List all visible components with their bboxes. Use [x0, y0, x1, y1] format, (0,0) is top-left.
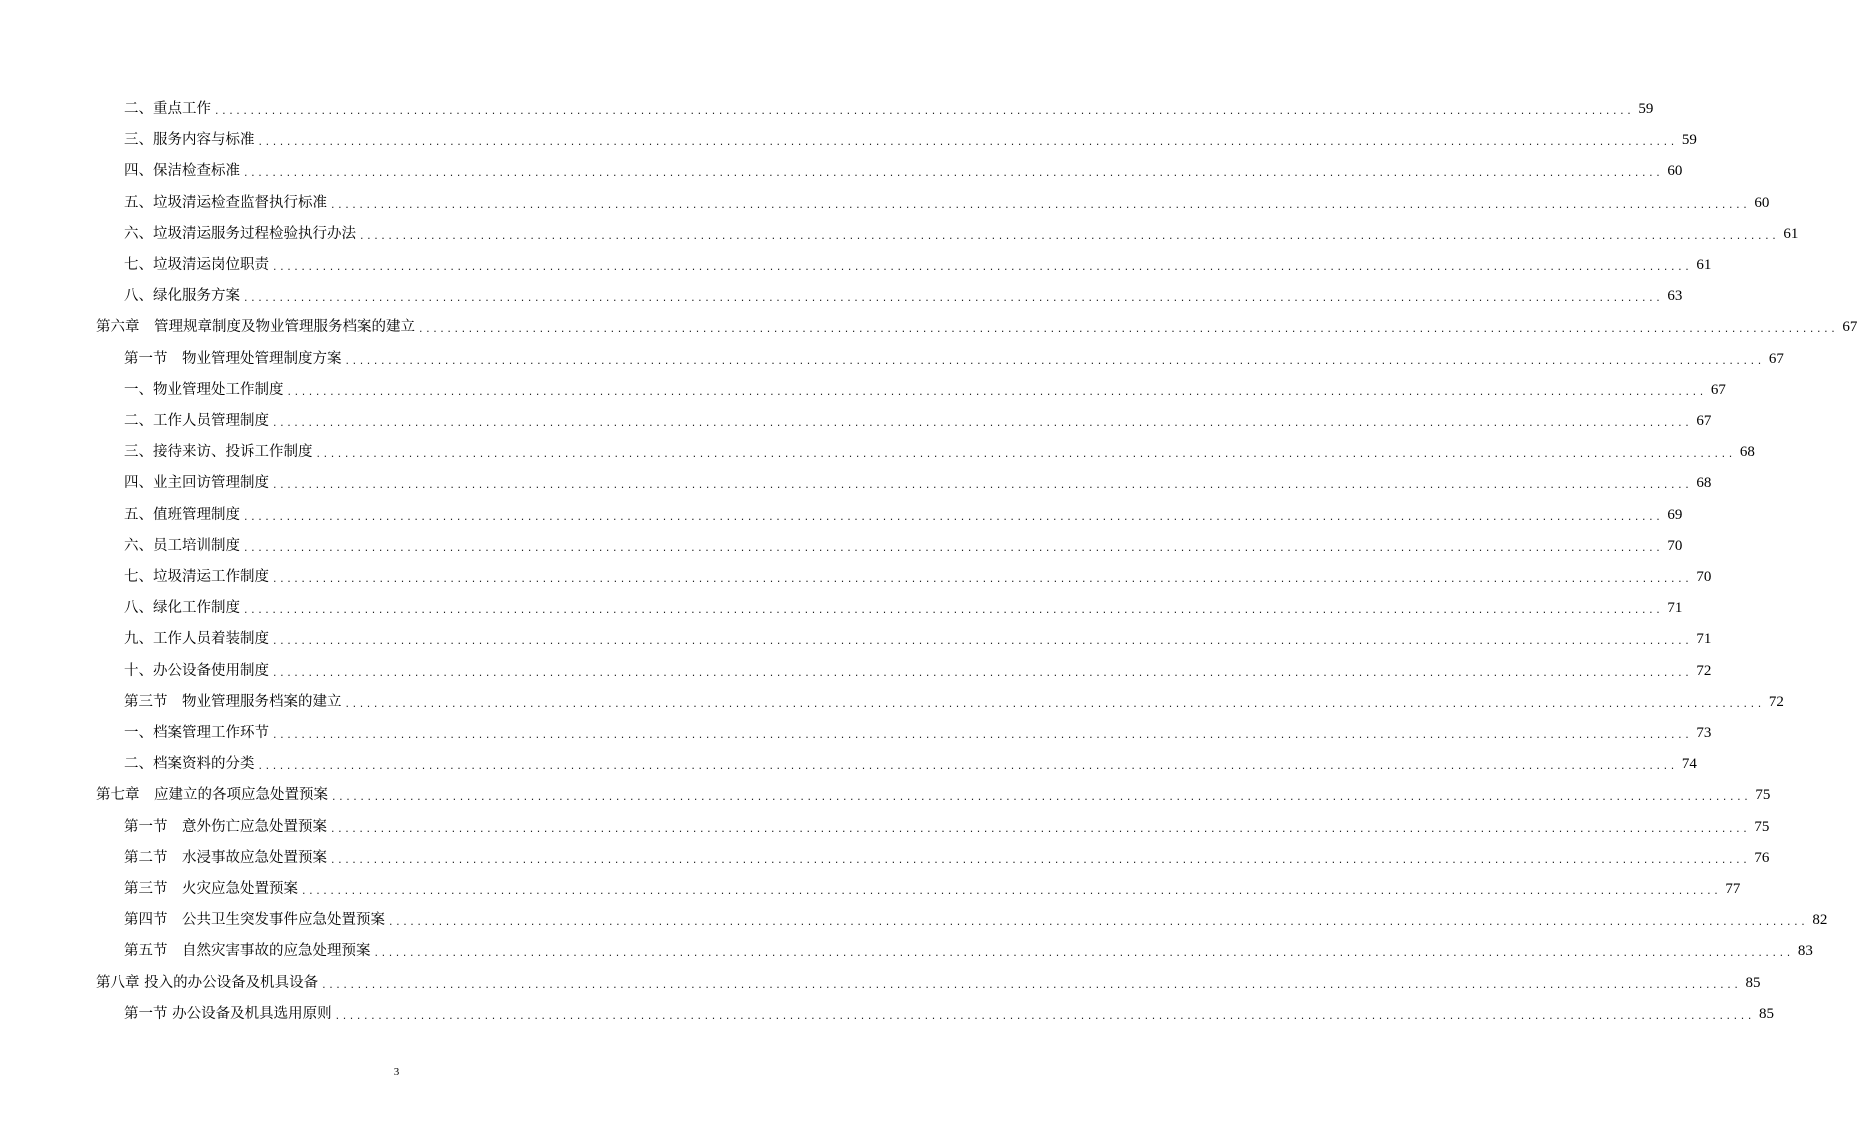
toc-leader-dots: ........................................................................................................................................................................................................	[316, 447, 1736, 461]
toc-entry-page: 59	[1638, 101, 1654, 117]
toc-entry-title: 一、物业管理处工作制度	[124, 381, 284, 398]
toc-entry-page: 74	[1681, 756, 1697, 773]
toc-leader-dots: ........................................................................................................................................................................................................	[244, 603, 1664, 617]
toc-entry-page: 70	[1696, 569, 1712, 585]
toc-entry-page: 68	[1739, 444, 1755, 461]
toc-entry-title: 十、办公设备使用制度	[124, 662, 269, 679]
toc-leader-dots: ........................................................................................................................................................................................................	[335, 1008, 1755, 1022]
toc-entry-title: 二、工作人员管理制度	[124, 413, 269, 429]
toc-entry[interactable]	[124, 843, 1770, 867]
toc-entry[interactable]	[124, 593, 1683, 617]
toc-entry-title: 二、重点工作	[124, 101, 211, 117]
toc-entry-page: 61	[1783, 225, 1799, 242]
toc-entry-page: 76	[1754, 849, 1770, 866]
toc-entry[interactable]	[124, 656, 1712, 680]
toc-leader-dots: ........................................................................................................................................................................................................	[244, 166, 1664, 180]
toc-leader-dots: ........................................................................................................................................................................................................	[273, 728, 1693, 741]
toc-entry-title: 六、员工培训制度	[124, 537, 240, 554]
toc-entry-title: 第一节 办公设备及机具选用原则	[124, 1005, 332, 1022]
toc-entry-page: 63	[1667, 288, 1683, 305]
toc-entry[interactable]	[124, 94, 1654, 118]
toc-leader-dots: ........................................................................................................................................................................................................	[273, 478, 1693, 492]
toc-entry-title: 第四节 公共卫生突发事件应急处置预案	[124, 912, 385, 929]
toc-entry-page: 59	[1681, 132, 1697, 149]
toc-entry-title: 五、值班管理制度	[124, 506, 240, 523]
toc-entry-title: 二、档案资料的分类	[124, 756, 255, 773]
toc-entry-title: 七、垃圾清运岗位职责	[124, 257, 269, 273]
toc-entry-title: 第五节 自然灾害事故的应急处理预案	[124, 943, 371, 960]
toc-entry-page: 67	[1768, 350, 1784, 367]
toc-entry[interactable]	[124, 999, 1774, 1023]
toc-entry-page: 69	[1667, 506, 1683, 523]
toc-entry-title: 八、绿化服务方案	[124, 288, 240, 305]
toc-entry[interactable]	[124, 468, 1712, 492]
toc-entry-title: 第二节 水浸事故应急处置预案	[124, 849, 327, 866]
toc-entry-page: 71	[1667, 600, 1683, 617]
toc-leader-dots: ........................................................................................................................................................................................................	[322, 977, 1742, 991]
toc-entry-title: 九、工作人员着装制度	[124, 631, 269, 648]
toc-leader-dots: ........................................................................................................................................................................................................	[302, 884, 1722, 897]
toc-entry-page: 72	[1768, 693, 1784, 710]
toc-leader-dots: ........................................................................................................................................................................................................	[244, 291, 1664, 305]
toc-entry[interactable]	[96, 312, 1857, 336]
toc-entry-page: 67	[1842, 319, 1857, 336]
toc-entry-page: 72	[1696, 662, 1712, 679]
toc-entry-page: 70	[1667, 537, 1683, 554]
toc-leader-dots: ........................................................................................................................................................................................................	[331, 197, 1751, 211]
toc-leader-dots: ........................................................................................................................................................................................................	[273, 260, 1693, 273]
toc-entry-title: 第一节 物业管理处管理制度方案	[124, 350, 342, 367]
toc-entry[interactable]	[124, 749, 1697, 773]
toc-entry-page: 83	[1797, 943, 1813, 960]
toc-entry-title: 四、保洁检查标准	[124, 163, 240, 180]
toc-entry-page: 85	[1745, 974, 1761, 991]
toc-entry[interactable]	[124, 874, 1741, 898]
toc-leader-dots: ........................................................................................................................................................................................................	[332, 790, 1752, 804]
toc-entry-title: 六、垃圾清运服务过程检验执行办法	[124, 225, 356, 242]
toc-leader-dots: ........................................................................................................................................................................................................	[273, 572, 1693, 585]
toc-entry[interactable]	[124, 125, 1697, 149]
toc-entry[interactable]	[124, 687, 1784, 711]
toc-leader-dots: ........................................................................................................................................................................................................	[331, 852, 1751, 866]
toc-entry-title: 第一节 意外伤亡应急处置预案	[124, 818, 327, 835]
toc-entry-title: 八、绿化工作制度	[124, 600, 240, 617]
toc-entry[interactable]	[124, 562, 1712, 586]
toc-entry[interactable]	[96, 968, 1761, 992]
toc-entry[interactable]	[124, 437, 1755, 461]
toc-entry[interactable]	[124, 812, 1770, 836]
toc-entry-page: 85	[1758, 1005, 1774, 1022]
toc-entry-title: 第八章 投入的办公设备及机具设备	[96, 974, 319, 991]
toc-leader-dots: ........................................................................................................................................................................................................	[374, 946, 1794, 960]
toc-entry-title: 一、档案管理工作环节	[124, 725, 269, 741]
toc-entry-title: 五、垃圾清运检查监督执行标准	[124, 194, 327, 211]
toc-leader-dots: ........................................................................................................................................................................................................	[258, 759, 1678, 773]
toc-entry-page: 77	[1725, 881, 1741, 897]
toc-entry-page: 61	[1696, 257, 1712, 273]
toc-entry[interactable]	[124, 188, 1770, 212]
toc-entry-page: 60	[1667, 163, 1683, 180]
toc-entry-page: 67	[1696, 413, 1712, 429]
toc-leader-dots: ........................................................................................................................................................................................................	[345, 696, 1765, 710]
toc-entry-title: 四、业主回访管理制度	[124, 475, 269, 492]
toc-entry-title: 第七章 应建立的各项应急处置预案	[96, 787, 328, 804]
toc-entry-title: 三、接待来访、投诉工作制度	[124, 444, 313, 461]
toc-entry-page: 67	[1710, 381, 1726, 398]
toc-entry[interactable]	[124, 250, 1712, 274]
toc-entry[interactable]	[124, 406, 1712, 430]
toc-leader-dots: ........................................................................................................................................................................................................	[360, 228, 1780, 242]
toc-leader-dots: ........................................................................................................................................................................................................	[345, 353, 1765, 367]
toc-leader-dots: ........................................................................................................................................................................................................	[331, 821, 1751, 835]
toc-leader-dots: ........................................................................................................................................................................................................	[419, 322, 1839, 336]
toc-entry[interactable]	[124, 375, 1726, 399]
toc-entry[interactable]	[124, 281, 1683, 305]
toc-leader-dots: ........................................................................................................................................................................................................	[287, 384, 1707, 398]
toc-entry[interactable]	[124, 531, 1683, 555]
toc-entry-page: 60	[1754, 194, 1770, 211]
toc-entry-title: 第三节 火灾应急处置预案	[124, 881, 298, 897]
toc-leader-dots: ........................................................................................................................................................................................................	[273, 665, 1693, 679]
toc-leader-dots: ........................................................................................................................................................................................................	[389, 915, 1809, 929]
toc-entry[interactable]	[124, 718, 1712, 742]
toc-entry-title: 三、服务内容与标准	[124, 132, 255, 149]
page-number: 3	[393, 1066, 400, 1078]
toc-entry-title: 七、垃圾清运工作制度	[124, 569, 269, 585]
toc-leader-dots: ........................................................................................................................................................................................................	[244, 509, 1664, 523]
toc-entry[interactable]	[124, 500, 1683, 524]
toc-entry-page: 75	[1754, 818, 1770, 835]
toc-leader-dots: ........................................................................................................................................................................................................	[215, 104, 1635, 117]
toc-entry-page: 68	[1696, 475, 1712, 492]
toc-entry-page: 73	[1696, 725, 1712, 741]
toc-leader-dots: ........................................................................................................................................................................................................	[273, 416, 1693, 429]
toc-leader-dots: ........................................................................................................................................................................................................	[244, 540, 1664, 554]
toc-entry-page: 75	[1755, 787, 1771, 804]
toc-entry[interactable]	[124, 219, 1799, 243]
toc-entry-title: 第六章 管理规章制度及物业管理服务档案的建立	[96, 319, 415, 336]
toc-entry[interactable]	[124, 624, 1712, 648]
toc-entry-title: 第三节 物业管理服务档案的建立	[124, 693, 342, 710]
toc-entry-page: 82	[1812, 912, 1828, 929]
toc-entry[interactable]	[124, 156, 1683, 180]
toc-leader-dots: ........................................................................................................................................................................................................	[258, 135, 1678, 149]
toc-entry[interactable]	[124, 344, 1784, 368]
toc-entry[interactable]	[124, 936, 1813, 960]
toc-entry-page: 71	[1696, 631, 1712, 648]
toc-leader-dots: ........................................................................................................................................................................................................	[273, 634, 1693, 648]
toc-entry[interactable]	[96, 780, 1771, 804]
toc-entry[interactable]	[124, 905, 1828, 929]
